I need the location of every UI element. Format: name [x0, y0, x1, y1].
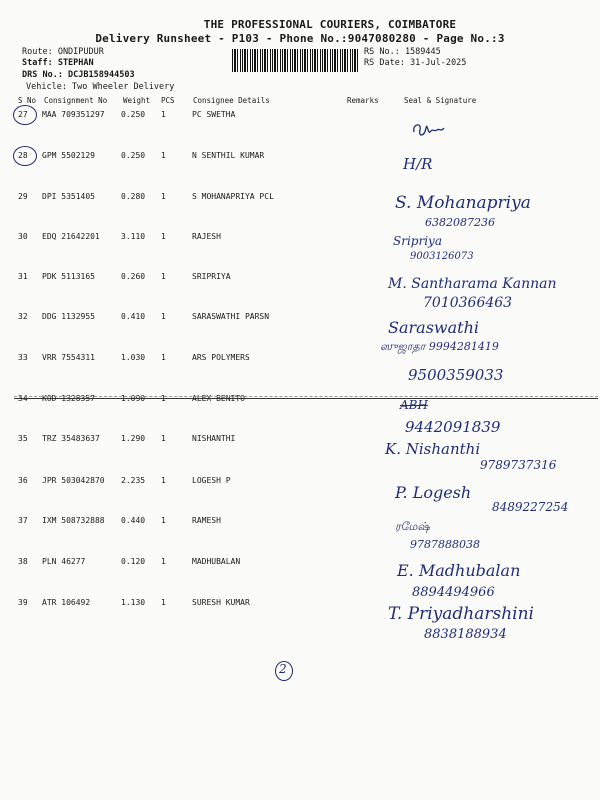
row-weight: 0.120 — [121, 557, 146, 566]
handwritten-signature: ரமேஷ் — [395, 520, 430, 533]
table-row — [0, 312, 600, 328]
row-weight: 0.440 — [121, 516, 146, 525]
col-seal-signature: Seal & Signature — [404, 96, 477, 105]
row-consignee: NISHANTHI — [192, 434, 236, 443]
drs-number: DRS No.: DCJB158944503 — [22, 70, 135, 80]
route-field: Route: ONDIPUDUR — [22, 47, 104, 57]
table-row — [0, 110, 600, 126]
handwritten-signature: T. Priyadharshini — [388, 604, 534, 624]
row-consignment: IXM 508732888 — [42, 516, 105, 525]
row-weight: 0.410 — [121, 312, 146, 321]
handwritten-phone: 7010366463 — [423, 295, 513, 311]
handwritten-signature: S. Mohanapriya — [395, 193, 531, 213]
row-consignee: SRIPRIYA — [192, 272, 231, 281]
row-weight: 1.290 — [121, 434, 146, 443]
row-pcs: 1 — [161, 598, 166, 607]
row-consignment: JPR 503042870 — [42, 476, 105, 485]
pen-circle-mark — [13, 146, 37, 166]
table-row — [0, 232, 600, 248]
row-consignee: SURESH KUMAR — [192, 598, 250, 607]
handwritten-signature: Sripriya — [393, 234, 442, 248]
row-sno: 31 — [18, 272, 28, 281]
row-pcs: 1 — [161, 353, 166, 362]
row-weight: 2.235 — [121, 476, 146, 485]
row-pcs: 1 — [161, 557, 166, 566]
row-consignment: MAA 709351297 — [42, 110, 105, 119]
table-row — [0, 434, 600, 450]
row-consignment: ATR 106492 — [42, 598, 91, 607]
runsheet-subtitle: Delivery Runsheet - P103 - Phone No.:9047080280 - Page No.:3 — [95, 32, 505, 45]
row-pcs: 1 — [161, 516, 166, 525]
row-consignee: N SENTHIL KUMAR — [192, 151, 265, 160]
row-weight: 0.250 — [121, 151, 146, 160]
rs-number: RS No.: 1589445 — [364, 47, 441, 57]
pen-circle-mark — [13, 105, 37, 125]
row-consignee: SARASWATHI PARSN — [192, 312, 270, 321]
handwritten-phone: 8489227254 — [492, 500, 569, 514]
row-consignee: RAMESH — [192, 516, 221, 525]
col-consignee: Consignee Details — [193, 96, 270, 105]
row-consignment: GPM 5502129 — [42, 151, 95, 160]
handwritten-phone: 8838188934 — [424, 627, 507, 642]
handwritten-signature: Saraswathi — [388, 318, 479, 337]
row-sno: 38 — [18, 557, 28, 566]
row-consignee: S MOHANAPRIYA PCL — [192, 192, 274, 201]
row-weight: 3.110 — [121, 232, 146, 241]
row-consignment: EDQ 21642201 — [42, 232, 100, 241]
row-sno: 32 — [18, 312, 28, 321]
row-consignment: VRR 7554311 — [42, 353, 95, 362]
col-pcs: PCS — [161, 96, 175, 105]
row-consignee: ARS POLYMERS — [192, 353, 250, 362]
handwritten-signature: P. Logesh — [395, 483, 472, 502]
row-weight: 0.280 — [121, 192, 146, 201]
row-consignment: DDG 1132955 — [42, 312, 95, 321]
row-pcs: 1 — [161, 312, 166, 321]
row-pcs: 1 — [161, 192, 166, 201]
handwritten-phone: 8894494966 — [412, 585, 495, 600]
row-consignee: LOGESH P — [192, 476, 231, 485]
handwritten-note: ஸுஜாதா 9994281419 — [380, 340, 499, 353]
col-consignment: Consignment No — [44, 96, 108, 105]
vehicle-field: Vehicle: Two Wheeler Delivery — [26, 82, 175, 92]
dotted-line — [14, 396, 598, 397]
handwritten-phone: 9442091839 — [405, 418, 501, 436]
handwritten-phone: 9003126073 — [410, 251, 474, 262]
row-sno: 37 — [18, 516, 28, 525]
strikethrough-line — [14, 398, 598, 399]
company-title: THE PROFESSIONAL COURIERS, COIMBATORE — [203, 18, 457, 31]
row-sno: 33 — [18, 353, 28, 362]
row-sno: 27 — [18, 110, 28, 119]
row-pcs: 1 — [161, 151, 166, 160]
row-weight: 0.260 — [121, 272, 146, 281]
row-pcs: 1 — [161, 232, 166, 241]
table-row — [0, 516, 600, 532]
row-sno: 29 — [18, 192, 28, 201]
handwritten-page-number: 2 — [279, 662, 287, 676]
handwritten-signature: ABH — [400, 398, 428, 412]
col-remarks: Remarks — [347, 96, 379, 105]
col-sno: S No — [18, 96, 37, 105]
row-sno: 28 — [18, 151, 28, 160]
row-sno: 35 — [18, 434, 28, 443]
row-pcs: 1 — [161, 476, 166, 485]
handwritten-phone: 6382087236 — [425, 216, 495, 229]
row-consignee: RAJESH — [192, 232, 221, 241]
handwritten-phone: 9500359033 — [408, 366, 504, 384]
row-sno: 39 — [18, 598, 28, 607]
handwritten-signature: M. Santharama Kannan — [388, 276, 557, 292]
staff-field: Staff: STEPHAN — [22, 58, 94, 68]
col-weight: Weight — [123, 96, 151, 105]
row-consignment: DPI 5351405 — [42, 192, 95, 201]
row-weight: 0.250 — [121, 110, 146, 119]
table-row — [0, 476, 600, 492]
rs-date: RS Date: 31-Jul-2025 — [364, 58, 467, 68]
row-sno: 30 — [18, 232, 28, 241]
table-row — [0, 151, 600, 167]
row-consignment: PLN 46277 — [42, 557, 86, 566]
row-sno: 36 — [18, 476, 28, 485]
barcode — [232, 49, 358, 72]
table-row — [0, 353, 600, 369]
row-pcs: 1 — [161, 110, 166, 119]
row-consignment: PDK 5113165 — [42, 272, 95, 281]
row-pcs: 1 — [161, 272, 166, 281]
row-weight: 1.130 — [121, 598, 146, 607]
handwritten-note: H/R — [403, 155, 433, 173]
row-consignee: PC SWETHA — [192, 110, 236, 119]
handwritten-phone: 9789737316 — [480, 458, 557, 472]
row-consignee: MADHUBALAN — [192, 557, 241, 566]
handwritten-phone: 9787888038 — [410, 538, 480, 551]
row-pcs: 1 — [161, 434, 166, 443]
row-weight: 1.030 — [121, 353, 146, 362]
handwritten-signature: E. Madhubalan — [397, 561, 521, 580]
row-consignment: TRZ 35483637 — [42, 434, 100, 443]
signature-scribble — [410, 118, 450, 146]
handwritten-signature: K. Nishanthi — [385, 440, 481, 458]
